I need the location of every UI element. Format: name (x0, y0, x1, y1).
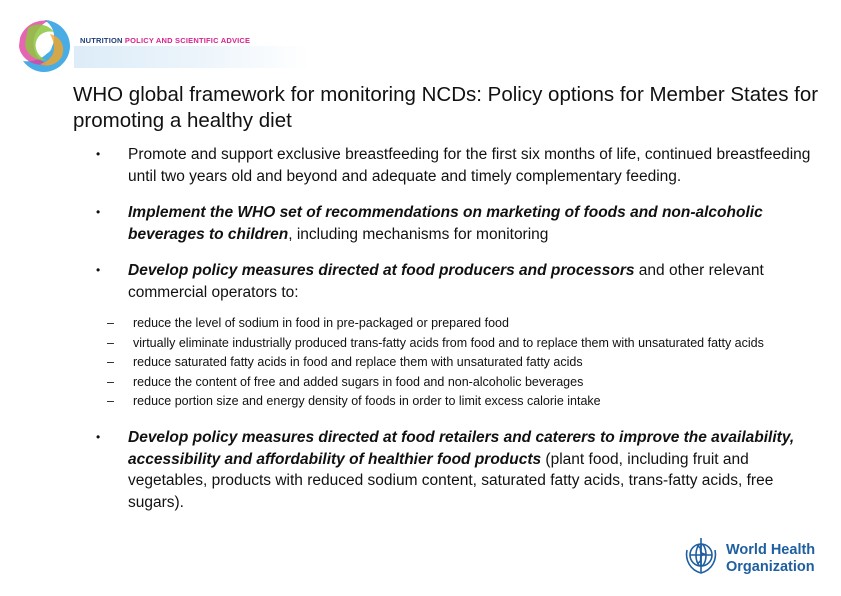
sub-item-text: reduce the level of sodium in food in pre-packaged or prepared food (133, 316, 509, 330)
bullet-text: (plant food, including fruit and vegetables, products with reduced sodium content, saturated fatty acids, trans-fatty acids, free sugars). (128, 450, 774, 511)
sub-list (96, 314, 822, 410)
sub-item-portion-size (96, 392, 822, 410)
bullet-marker: • (96, 263, 101, 277)
dash-marker: – (107, 374, 114, 389)
sub-item-sodium (96, 314, 822, 332)
bullet-text: , including mechanisms for monitoring (288, 225, 549, 243)
bullet-emphasis: Develop policy measures directed at food producers and processors (128, 262, 635, 279)
program-name-part-2: POLICY AND SCIENTIFIC ADVICE (124, 36, 251, 45)
bullet-marker: • (96, 205, 101, 219)
slide-title: WHO global framework for monitoring NCDs: Policy options for Member States for promoting a healthy diet (73, 83, 819, 132)
dash-marker: – (107, 394, 114, 408)
bullet-marker: • (96, 147, 101, 161)
program-name-part-1: NUTRITION (80, 36, 125, 45)
sub-item-text: reduce saturated fatty acids in food and replace them with unsaturated fatty acids (133, 355, 583, 369)
sub-item-text: virtually eliminate industrially produced trans-fatty acids from food and to replace them with unsaturated fatty acids (133, 335, 764, 350)
dash-marker: – (107, 316, 114, 330)
bullet-emphasis: Develop policy measures directed at food retailers and caterers to improve the availability, accessibility and affordability of healthier food products (128, 429, 795, 468)
who-wordmark-line-1: World Health (726, 542, 816, 558)
bullet-breastfeeding (96, 144, 822, 187)
bullet-producers (96, 260, 822, 303)
who-emblem-icon (680, 536, 722, 578)
who-wordmark-line-2: Organization (726, 558, 815, 575)
dash-marker: – (107, 355, 114, 369)
dash-marker: – (107, 335, 114, 350)
bullet-emphasis: Implement the WHO set of recommendations on marketing of foods and non-alcoholic beverages to children (128, 204, 763, 243)
sub-item-saturated-fat (96, 353, 822, 371)
bullet-retailers (96, 427, 822, 513)
who-logo (680, 536, 820, 580)
sub-item-text: reduce portion size and energy density of foods in order to limit excess calorie intake (133, 394, 601, 408)
header-bar (74, 46, 310, 68)
program-logo-icon (14, 16, 74, 76)
program-name (80, 36, 250, 45)
bullet-marker: • (96, 430, 101, 444)
slide-content (96, 144, 822, 528)
sub-item-sugars (96, 373, 822, 391)
who-wordmark (726, 542, 815, 575)
bullet-text: Promote and support exclusive breastfeeding for the first six months of life, continued breastfeeding until two years old and beyond and adequate and timely complementary feeding. (128, 146, 811, 185)
sub-item-text: reduce the content of free and added sugars in food and non-alcoholic beverages (133, 374, 584, 389)
program-logo (14, 16, 314, 76)
bullet-marketing (96, 202, 822, 245)
sub-item-trans-fat (96, 334, 822, 352)
bullet-text: and other relevant commercial operators to: (128, 262, 764, 301)
